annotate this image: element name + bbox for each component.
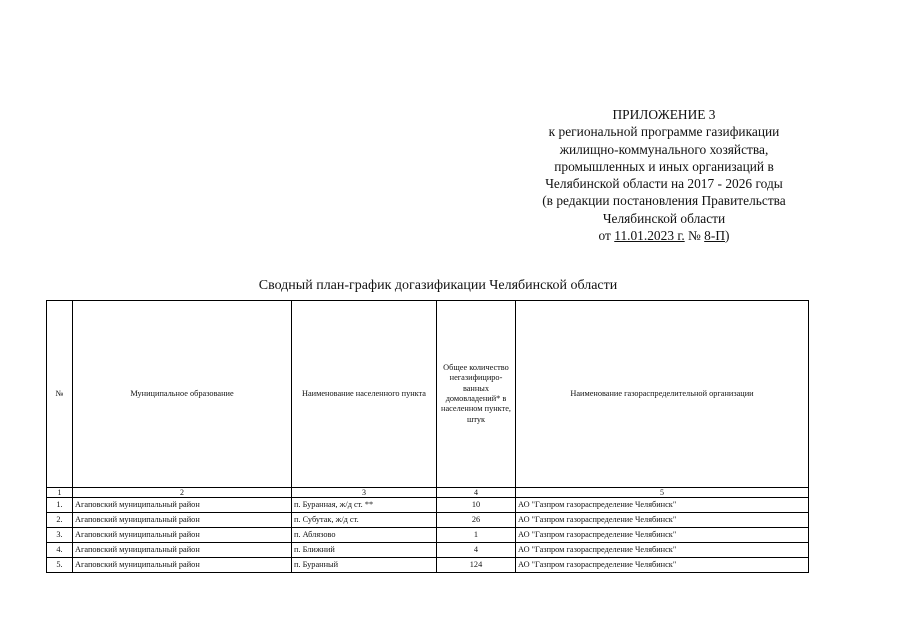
row-settlement: п. Буранный	[292, 558, 437, 573]
table-row	[47, 498, 809, 513]
row-households: 10	[437, 498, 516, 513]
row-households: 124	[437, 558, 516, 573]
row-organization: АО "Газпром газораспределение Челябинск"	[516, 543, 809, 558]
header-settlement: Наименование населенного пункта	[292, 301, 437, 488]
column-number: 3	[292, 488, 437, 498]
appendix-line: промышленных и иных организаций в	[554, 158, 774, 174]
row-number: 3.	[47, 528, 73, 543]
row-number: 2.	[47, 513, 73, 528]
row-households: 1	[437, 528, 516, 543]
row-municipality: Агаповский муниципальный район	[73, 498, 292, 513]
row-municipality: Агаповский муниципальный район	[73, 558, 292, 573]
column-number: 2	[73, 488, 292, 498]
appendix-line: жилищно-коммунального хозяйства,	[559, 141, 769, 157]
column-number: 4	[437, 488, 516, 498]
appendix-line: (в редакции постановления Правительства	[542, 193, 786, 209]
row-settlement: п. Аблязово	[292, 528, 437, 543]
appendix-resolution-line	[508, 227, 820, 244]
resolution-number-sign: №	[684, 228, 705, 244]
appendix-line: к региональной программе газификации	[548, 124, 780, 140]
row-settlement: п. Ближний	[292, 543, 437, 558]
column-number: 5	[516, 488, 809, 498]
row-settlement: п. Буранная, ж/д ст. **	[292, 498, 437, 513]
appendix-block	[508, 106, 820, 244]
row-organization: АО "Газпром газораспределение Челябинск"	[516, 528, 809, 543]
resolution-date: 11.01.2023 г.	[614, 228, 685, 244]
row-organization: АО "Газпром газораспределение Челябинск"	[516, 513, 809, 528]
column-number: 1	[47, 488, 73, 498]
row-organization: АО "Газпром газораспределение Челябинск"	[516, 498, 809, 513]
row-municipality: Агаповский муниципальный район	[73, 528, 292, 543]
row-number: 5.	[47, 558, 73, 573]
row-households: 4	[437, 543, 516, 558]
table-header-row	[47, 301, 809, 488]
row-municipality: Агаповский муниципальный район	[73, 543, 292, 558]
appendix-line: ПРИЛОЖЕНИЕ 3	[612, 107, 716, 122]
appendix-line: Челябинской области	[602, 210, 726, 226]
gasification-plan-table	[46, 300, 809, 573]
header-number: №	[47, 301, 73, 488]
header-municipality: Муниципальное образование	[73, 301, 292, 488]
header-households-count: Общее количество негазифициро-ванных домовладений* в населенном пункте, штук	[437, 301, 516, 488]
document-title: Сводный план-график догазификации Челябинской области	[258, 278, 618, 293]
table-row	[47, 558, 809, 573]
table-row	[47, 513, 809, 528]
row-municipality: Агаповский муниципальный район	[73, 513, 292, 528]
row-households: 26	[437, 513, 516, 528]
row-organization: АО "Газпром газораспределение Челябинск"	[516, 558, 809, 573]
table-row	[47, 543, 809, 558]
table-row	[47, 528, 809, 543]
row-settlement: п. Субутак, ж/д ст.	[292, 513, 437, 528]
row-number: 4.	[47, 543, 73, 558]
resolution-prefix: от	[598, 228, 615, 244]
header-gas-organization: Наименование газораспределительной организации	[516, 301, 809, 488]
resolution-closing: )	[725, 228, 730, 244]
column-number-row	[47, 488, 809, 498]
resolution-number: 8-П	[704, 228, 725, 244]
appendix-line: Челябинской области на 2017 - 2026 годы	[545, 176, 783, 192]
row-number: 1.	[47, 498, 73, 513]
